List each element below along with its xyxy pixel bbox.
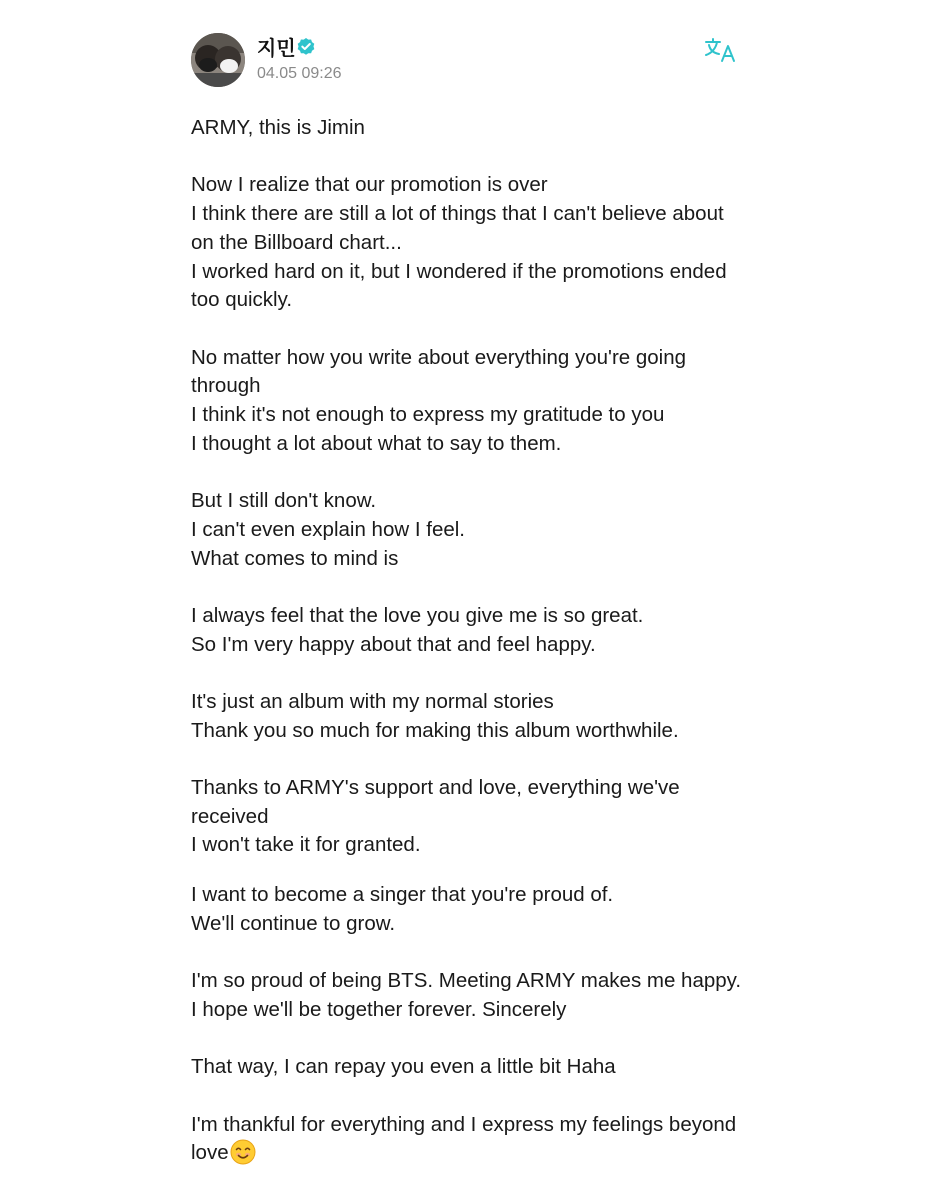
post-paragraph: I want to become a singer that you're proud of. We'll continue to grow. — [191, 883, 614, 935]
post-paragraph: I'm so proud of being BTS. Meeting ARMY makes me happy. I hope we'll be together forever. Sincerely — [191, 969, 742, 1021]
post-paragraph-text: I'm thankful for everything and I express my feelings beyond love — [191, 1112, 737, 1165]
post-paragraph: ARMY, this is Jimin — [191, 116, 365, 139]
post-timestamp: 04.05 09:26 — [257, 65, 342, 82]
verified-badge-icon — [296, 37, 316, 57]
post-body — [191, 114, 751, 1197]
smiling-face-emoji-icon — [230, 1139, 256, 1165]
avatar-photo — [191, 33, 245, 87]
post-paragraph: But I still don't know. I can't even explain how I feel. What comes to mind is — [191, 489, 465, 570]
translate-icon[interactable] — [704, 36, 738, 64]
avatar[interactable] — [191, 33, 245, 87]
post-paragraph: That way, I can repay you even a little bit Haha — [191, 1055, 616, 1079]
post-paragraph: No matter how you write about everything you're going through I think it's not enough to express my gratitude to you I thought a lot about what to say to them. — [191, 345, 687, 455]
author-name[interactable]: 지민 — [257, 36, 296, 60]
post-paragraph: It's just an album with my normal stories Thank you so much for making this album worthwhile. — [191, 689, 679, 742]
post-paragraph: Thanks to ARMY's support and love, everything we've received I won't take it for granted. — [191, 776, 680, 857]
post-paragraph-last — [191, 1111, 751, 1168]
post-paragraph: Now I realize that our promotion is over I think there are still a lot of things that I can't believe about on the Billboard chart... I worked hard on it, but I wondered if the promotions ended too quickly. — [191, 173, 727, 312]
post-paragraph: I always feel that the love you give me is so great. So I'm very happy about that and feel happy. — [191, 603, 644, 656]
